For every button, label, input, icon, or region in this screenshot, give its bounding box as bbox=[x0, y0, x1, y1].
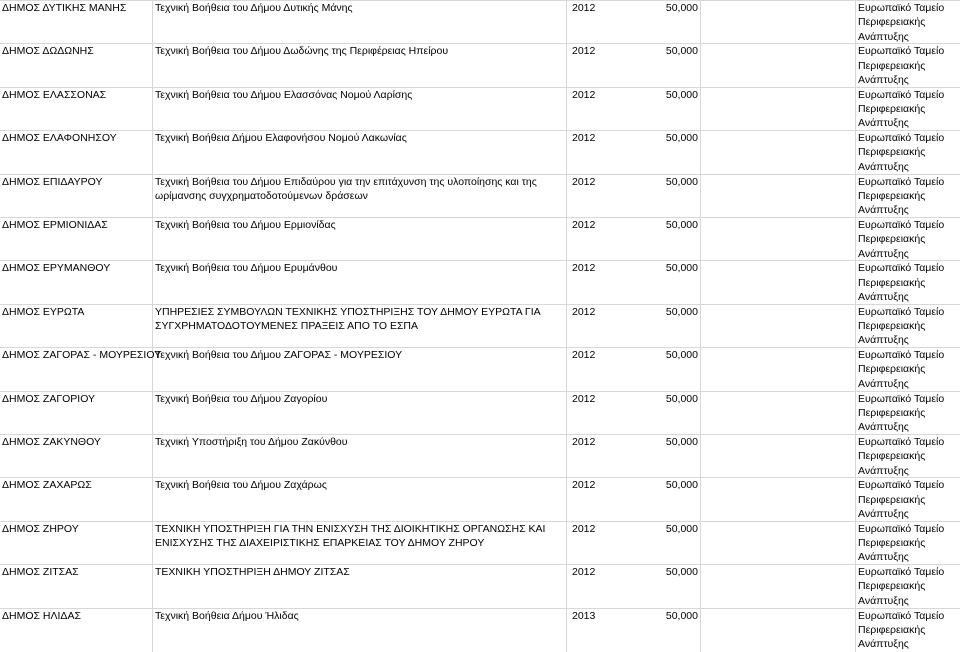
table-row bbox=[0, 130, 960, 173]
table-row bbox=[0, 564, 960, 607]
year-cell: 2012 bbox=[572, 392, 596, 405]
year-cell: 2012 bbox=[572, 132, 596, 145]
year-cell: 2012 bbox=[572, 436, 596, 448]
fund-cell: Ευρωπαϊκό Ταμείο Περιφερειακής Ανάπτυξης bbox=[858, 566, 945, 607]
amount-cell: 50,000 bbox=[665, 436, 698, 448]
municipality-cell: ΔΗΜΟΣ ΖΑΓΟΡΙΟΥ bbox=[2, 392, 96, 405]
year-cell: 2012 bbox=[572, 479, 596, 492]
municipality-cell: ΔΗΜΟΣ ΕΠΙΔΑΥΡΟΥ bbox=[2, 175, 103, 188]
amount-cell: 50,000 bbox=[665, 45, 698, 58]
amount-cell: 50,000 bbox=[665, 305, 698, 318]
table-row bbox=[0, 608, 960, 651]
municipality-cell: ΔΗΜΟΣ ΕΡΥΜΑΝΘΟΥ bbox=[2, 262, 111, 275]
table-row bbox=[0, 0, 960, 43]
amount-cell: 50,000 bbox=[665, 522, 698, 535]
description-cell: Τεχνική Βοήθεια του Δήμου Ζαγορίου bbox=[155, 392, 328, 405]
fund-cell: Ευρωπαϊκό Ταμείο Περιφερειακής Ανάπτυξης bbox=[858, 522, 945, 564]
amount-cell: 50,000 bbox=[665, 175, 698, 188]
municipality-cell: ΔΗΜΟΣ ΔΩΔΩΝΗΣ bbox=[2, 45, 94, 58]
amount-cell: 50,000 bbox=[665, 609, 698, 622]
table-row bbox=[0, 260, 960, 303]
fund-cell: Ευρωπαϊκό Ταμείο Περιφερειακής Ανάπτυξης bbox=[858, 45, 945, 86]
amount-cell: 50,000 bbox=[665, 479, 698, 492]
year-cell: 2012 bbox=[572, 305, 596, 318]
description-cell: ΥΠΗΡΕΣΙΕΣ ΣΥΜΒΟΥΛΩΝ ΤΕΧΝΙΚΗΣ ΥΠΟΣΤΗΡΙΞΗΣ ΤΟΥ ΔΗΜΟΥ ΕΥΡΩΤΑ ΓΙΑ ΣΥΓΧΡΗΜΑΤΟΔΟΤΟΥΜΕΝΕΣ ΠΡΑΞΕΙΣ ΑΠΟ ΤΟ ΕΣΠΑ bbox=[155, 305, 541, 333]
table-row bbox=[0, 477, 960, 520]
fund-cell: Ευρωπαϊκό Ταμείο Περιφερειακής Ανάπτυξης bbox=[858, 392, 945, 434]
table-row bbox=[0, 87, 960, 130]
table-row bbox=[0, 217, 960, 260]
table-row bbox=[0, 304, 960, 347]
fund-cell: Ευρωπαϊκό Ταμείο Περιφερειακής Ανάπτυξης bbox=[858, 479, 945, 520]
year-cell: 2012 bbox=[572, 175, 596, 188]
municipality-cell: ΔΗΜΟΣ ΔΥΤΙΚΗΣ ΜΑΝΗΣ bbox=[2, 2, 127, 14]
year-cell: 2012 bbox=[572, 219, 596, 231]
municipality-cell: ΔΗΜΟΣ ΗΛΙΔΑΣ bbox=[2, 609, 81, 622]
fund-cell: Ευρωπαϊκό Ταμείο Περιφερειακής Ανάπτυξης bbox=[858, 609, 945, 651]
fund-cell: Ευρωπαϊκό Ταμείο Περιφερειακής Ανάπτυξης bbox=[858, 262, 945, 303]
amount-cell: 50,000 bbox=[665, 219, 698, 231]
table-row bbox=[0, 347, 960, 390]
amount-cell: 50,000 bbox=[665, 349, 698, 362]
description-cell: ΤΕΧΝΙΚΗ ΥΠΟΣΤΗΡΙΞΗ ΔΗΜΟΥ ΖΙΤΣΑΣ bbox=[155, 566, 350, 579]
amount-cell: 50,000 bbox=[665, 566, 698, 579]
year-cell: 2012 bbox=[572, 349, 596, 362]
fund-cell: Ευρωπαϊκό Ταμείο Περιφερειακής Ανάπτυξης bbox=[858, 2, 945, 43]
description-cell: Τεχνική Βοήθεια του Δήμου Δωδώνης της Περιφέρειας Ηπείρου bbox=[155, 45, 449, 58]
description-cell: Τεχνική Βοήθεια του Δήμου Ζαχάρως bbox=[155, 479, 327, 492]
year-cell: 2012 bbox=[572, 2, 596, 14]
fund-cell: Ευρωπαϊκό Ταμείο Περιφερειακής Ανάπτυξης bbox=[858, 88, 945, 130]
description-cell: Τεχνική Βοήθεια του Δήμου Ερμιονίδας bbox=[155, 219, 336, 231]
municipality-cell: ΔΗΜΟΣ ΕΡΜΙΟΝΙΔΑΣ bbox=[2, 219, 108, 231]
description-cell: Τεχνική Βοήθεια Δήμου Ήλιδας bbox=[155, 609, 299, 622]
table-row bbox=[0, 174, 960, 217]
description-cell: Τεχνική Βοήθεια Δήμου Ελαφονήσου Νομού Λακωνίας bbox=[155, 132, 407, 145]
municipality-cell: ΔΗΜΟΣ ΖΑΓΟΡΑΣ - ΜΟΥΡΕΣΙΟΥ bbox=[2, 349, 162, 362]
year-cell: 2012 bbox=[572, 522, 596, 535]
municipality-cell: ΔΗΜΟΣ ΖΑΧΑΡΩΣ bbox=[2, 479, 92, 492]
description-cell: Τεχνική Βοήθεια του Δήμου Ελασσόνας Νομού Λαρίσης bbox=[155, 88, 413, 101]
year-cell: 2013 bbox=[572, 609, 596, 622]
year-cell: 2012 bbox=[572, 45, 596, 58]
table-row bbox=[0, 521, 960, 564]
municipality-cell: ΔΗΜΟΣ ΕΛΑΣΣΟΝΑΣ bbox=[2, 88, 107, 101]
municipality-cell: ΔΗΜΟΣ ΕΥΡΩΤΑ bbox=[2, 305, 85, 318]
amount-cell: 50,000 bbox=[665, 2, 698, 14]
year-cell: 2012 bbox=[572, 566, 596, 579]
municipality-cell: ΔΗΜΟΣ ΖΑΚΥΝΘΟΥ bbox=[2, 436, 101, 448]
amount-cell: 50,000 bbox=[665, 132, 698, 145]
description-cell: Τεχνική Βοήθεια του Δήμου Δυτικής Μάνης bbox=[155, 2, 353, 14]
amount-cell: 50,000 bbox=[665, 392, 698, 405]
description-cell: Τεχνική Βοήθεια του Δήμου Ερυμάνθου bbox=[155, 262, 338, 275]
table-row bbox=[0, 43, 960, 86]
fund-cell: Ευρωπαϊκό Ταμείο Περιφερειακής Ανάπτυξης bbox=[858, 349, 945, 390]
amount-cell: 50,000 bbox=[665, 88, 698, 101]
year-cell: 2012 bbox=[572, 262, 596, 275]
description-cell: Τεχνική Υποστήριξη του Δήμου Ζακύνθου bbox=[155, 436, 348, 448]
fund-cell: Ευρωπαϊκό Ταμείο Περιφερειακής Ανάπτυξης bbox=[858, 436, 945, 477]
description-cell: Τεχνική Βοήθεια του Δήμου ΖΑΓΟΡΑΣ - ΜΟΥΡΕΣΙΟΥ bbox=[155, 349, 403, 362]
municipality-cell: ΔΗΜΟΣ ΕΛΑΦΟΝΗΣΟΥ bbox=[2, 132, 117, 145]
fund-cell: Ευρωπαϊκό Ταμείο Περιφερειακής Ανάπτυξης bbox=[858, 305, 945, 347]
year-cell: 2012 bbox=[572, 88, 596, 101]
fund-cell: Ευρωπαϊκό Ταμείο Περιφερειακής Ανάπτυξης bbox=[858, 132, 945, 173]
description-cell: Τεχνική Βοήθεια του Δήμου Επιδαύρου για την επιτάχυνση της υλοποίησης και της ωρίμανσης συγχρηματοδοτούμενων δράσεων bbox=[155, 175, 537, 202]
fund-cell: Ευρωπαϊκό Ταμείο Περιφερειακής Ανάπτυξης bbox=[858, 219, 945, 260]
table-row bbox=[0, 434, 960, 477]
table-row bbox=[0, 391, 960, 434]
municipality-cell: ΔΗΜΟΣ ΖΙΤΣΑΣ bbox=[2, 566, 79, 579]
fund-cell: Ευρωπαϊκό Ταμείο Περιφερειακής Ανάπτυξης bbox=[858, 175, 945, 217]
amount-cell: 50,000 bbox=[665, 262, 698, 275]
description-cell: ΤΕΧΝΙΚΗ ΥΠΟΣΤΗΡΙΞΗ ΓΙΑ ΤΗΝ ΕΝΙΣΧΥΣΗ ΤΗΣ ΔΙΟΙΚΗΤΙΚΗΣ ΟΡΓΑΝΩΣΗΣ ΚΑΙ ΕΝΙΣΧΥΣΗΣ ΤΗΣ ΔΙΑΧΕΙΡΙΣΤΙΚΗΣ ΕΠΑΡΚΕΙΑΣ ΤΟΥ ΔΗΜΟΥ ΖΗΡΟΥ bbox=[155, 522, 546, 550]
municipality-cell: ΔΗΜΟΣ ΖΗΡΟΥ bbox=[2, 522, 79, 535]
